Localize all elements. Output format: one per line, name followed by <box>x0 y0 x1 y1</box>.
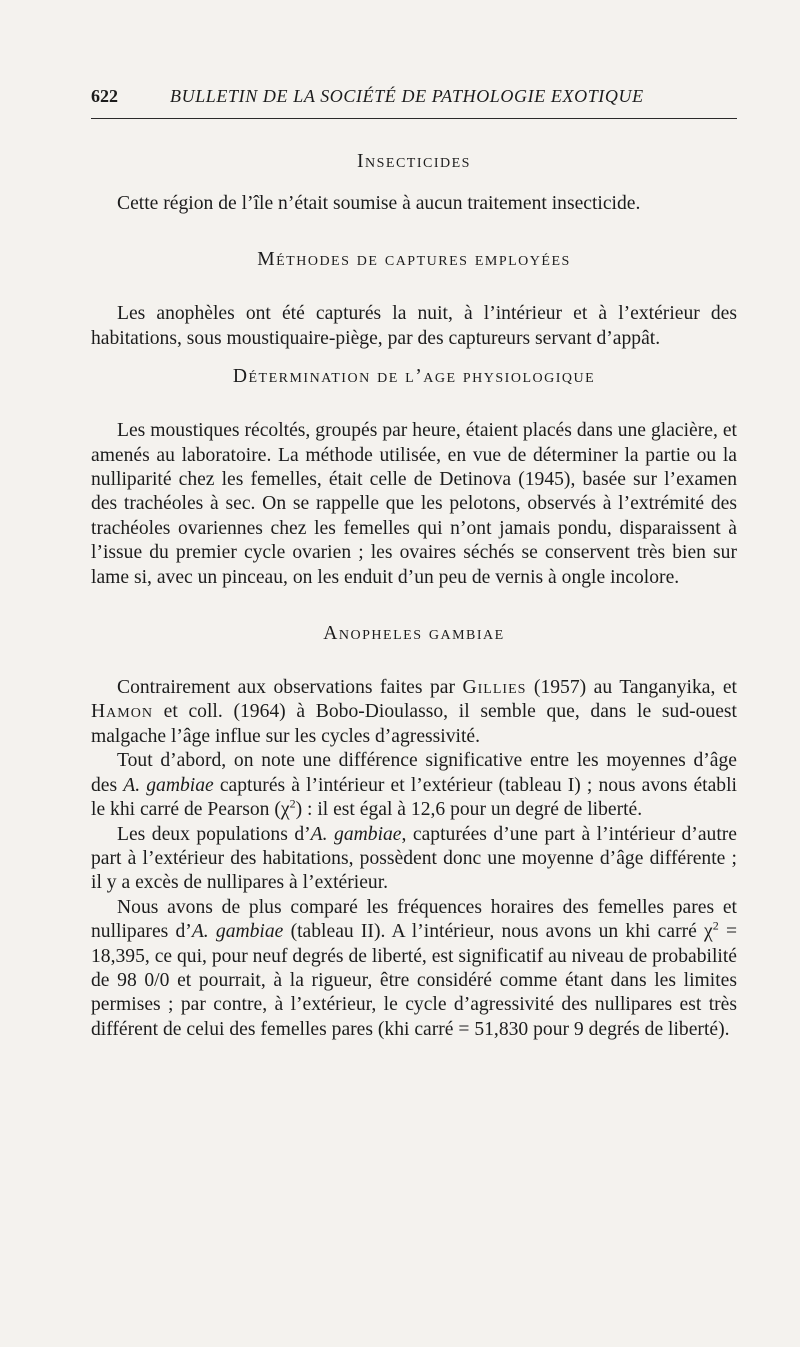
paragraph-gambiae-4 <box>91 896 737 1042</box>
page-number: 622 <box>91 86 118 106</box>
section-heading-insecticides: Insecticides <box>357 151 471 172</box>
section-heading-methodes: Méthodes de captures employées <box>257 249 571 271</box>
text-run: Contrairement aux observations faites par <box>117 677 463 699</box>
text-run: = 18,395, ce qui, pour neuf degrés de liberté, est significatif au niveau de probabilité de 98 0/0 et pourrait, à la rigueur, être considéré comme étant dans les limites permises ; par contre, à l’extérieur, le cycle d’agressivité des nullipares est très différent de celui des femelles pares (khi carré = 51,830 pour 9 degrés de liberté). <box>91 921 737 1040</box>
text-run: et coll. (1964) à Bobo-Dioulasso, il semble que, dans le sud-ouest malgache l’âge influe sur les cycles d’agressivité. <box>91 701 737 747</box>
paragraph-methodes: Les anophèles ont été capturés la nuit, à l’intérieur et à l’extérieur des habitations, sous moustiquaire-piège, par des captureurs servant d’appât. <box>91 303 737 349</box>
section-heading-gambiae: Anopheles gambiae <box>323 623 505 645</box>
running-head <box>91 86 737 110</box>
journal-title: BULLETIN DE LA SOCIÉTÉ DE PATHOLOGIE EXOTIQUE <box>170 86 644 106</box>
text-run: Nous avons de plus comparé les fréquences horaires des femelles pares et nullipares d’ <box>91 896 737 943</box>
superscript: 2 <box>289 796 296 811</box>
text-run: , capturées d’une part à l’intérieur d’autre part à l’extérieur des habitations, possèdent donc une moyenne d’âge différente ; il y a excès de nullipares à l’extérieur. <box>91 823 737 894</box>
paragraph-insecticides: Cette région de l’île n’était soumise à aucun traitement insecticide. <box>117 193 641 214</box>
paragraph-gambiae-1 <box>91 676 737 749</box>
species-name: A. gambiae <box>310 823 402 845</box>
text-run: Tout d’abord, on note une différence significative entre les moyennes d’âge des <box>91 750 737 796</box>
text-run: (tableau II). A l’intérieur, nous avons un khi carré χ <box>283 921 713 943</box>
species-name: A. gambiae <box>191 921 284 943</box>
section-heading-determination: Détermination de l’age physiologique <box>232 366 596 388</box>
author-name: Gillies <box>462 677 527 699</box>
text-run: (1957) au Tanganyika, et <box>526 677 737 699</box>
paragraph-gambiae-2 <box>91 749 737 822</box>
paragraph-gambiae-3 <box>91 823 737 896</box>
species-name: A. gambiae <box>123 774 214 796</box>
paragraph-determination: Les moustiques récoltés, groupés par heure, étaient placés dans une glacière, et amenés au laboratoire. La méthode utilisée, en vue de déterminer la partie ou la nulliparité chez les femelles, était celle de Detinova (1945), basée sur l’examen des trachéoles à sec. On se rappelle que les pelotons, observés à l’extrémité des trachéoles ovariennes chez les femelles qui n’ont jamais pondu, disparaissent à l’issue du premier cycle ovarien ; les ovaires séchés se conservent très bien sur lame si, avec un pinceau, on les enduit d’un peu de vernis à ongle incolore. <box>91 420 737 588</box>
text-run: ) : il est égal à 12,6 pour un degré de liberté. <box>295 799 643 821</box>
author-name: Hamon <box>91 701 153 723</box>
superscript: 2 <box>712 918 719 933</box>
text-run: capturés à l’intérieur et l’extérieur (tableau I) ; nous avons établi le khi carré de Pearson (χ <box>91 774 737 821</box>
header-rule <box>91 118 737 119</box>
article-body <box>91 150 737 1042</box>
text-run: Les deux populations d’ <box>117 823 311 845</box>
